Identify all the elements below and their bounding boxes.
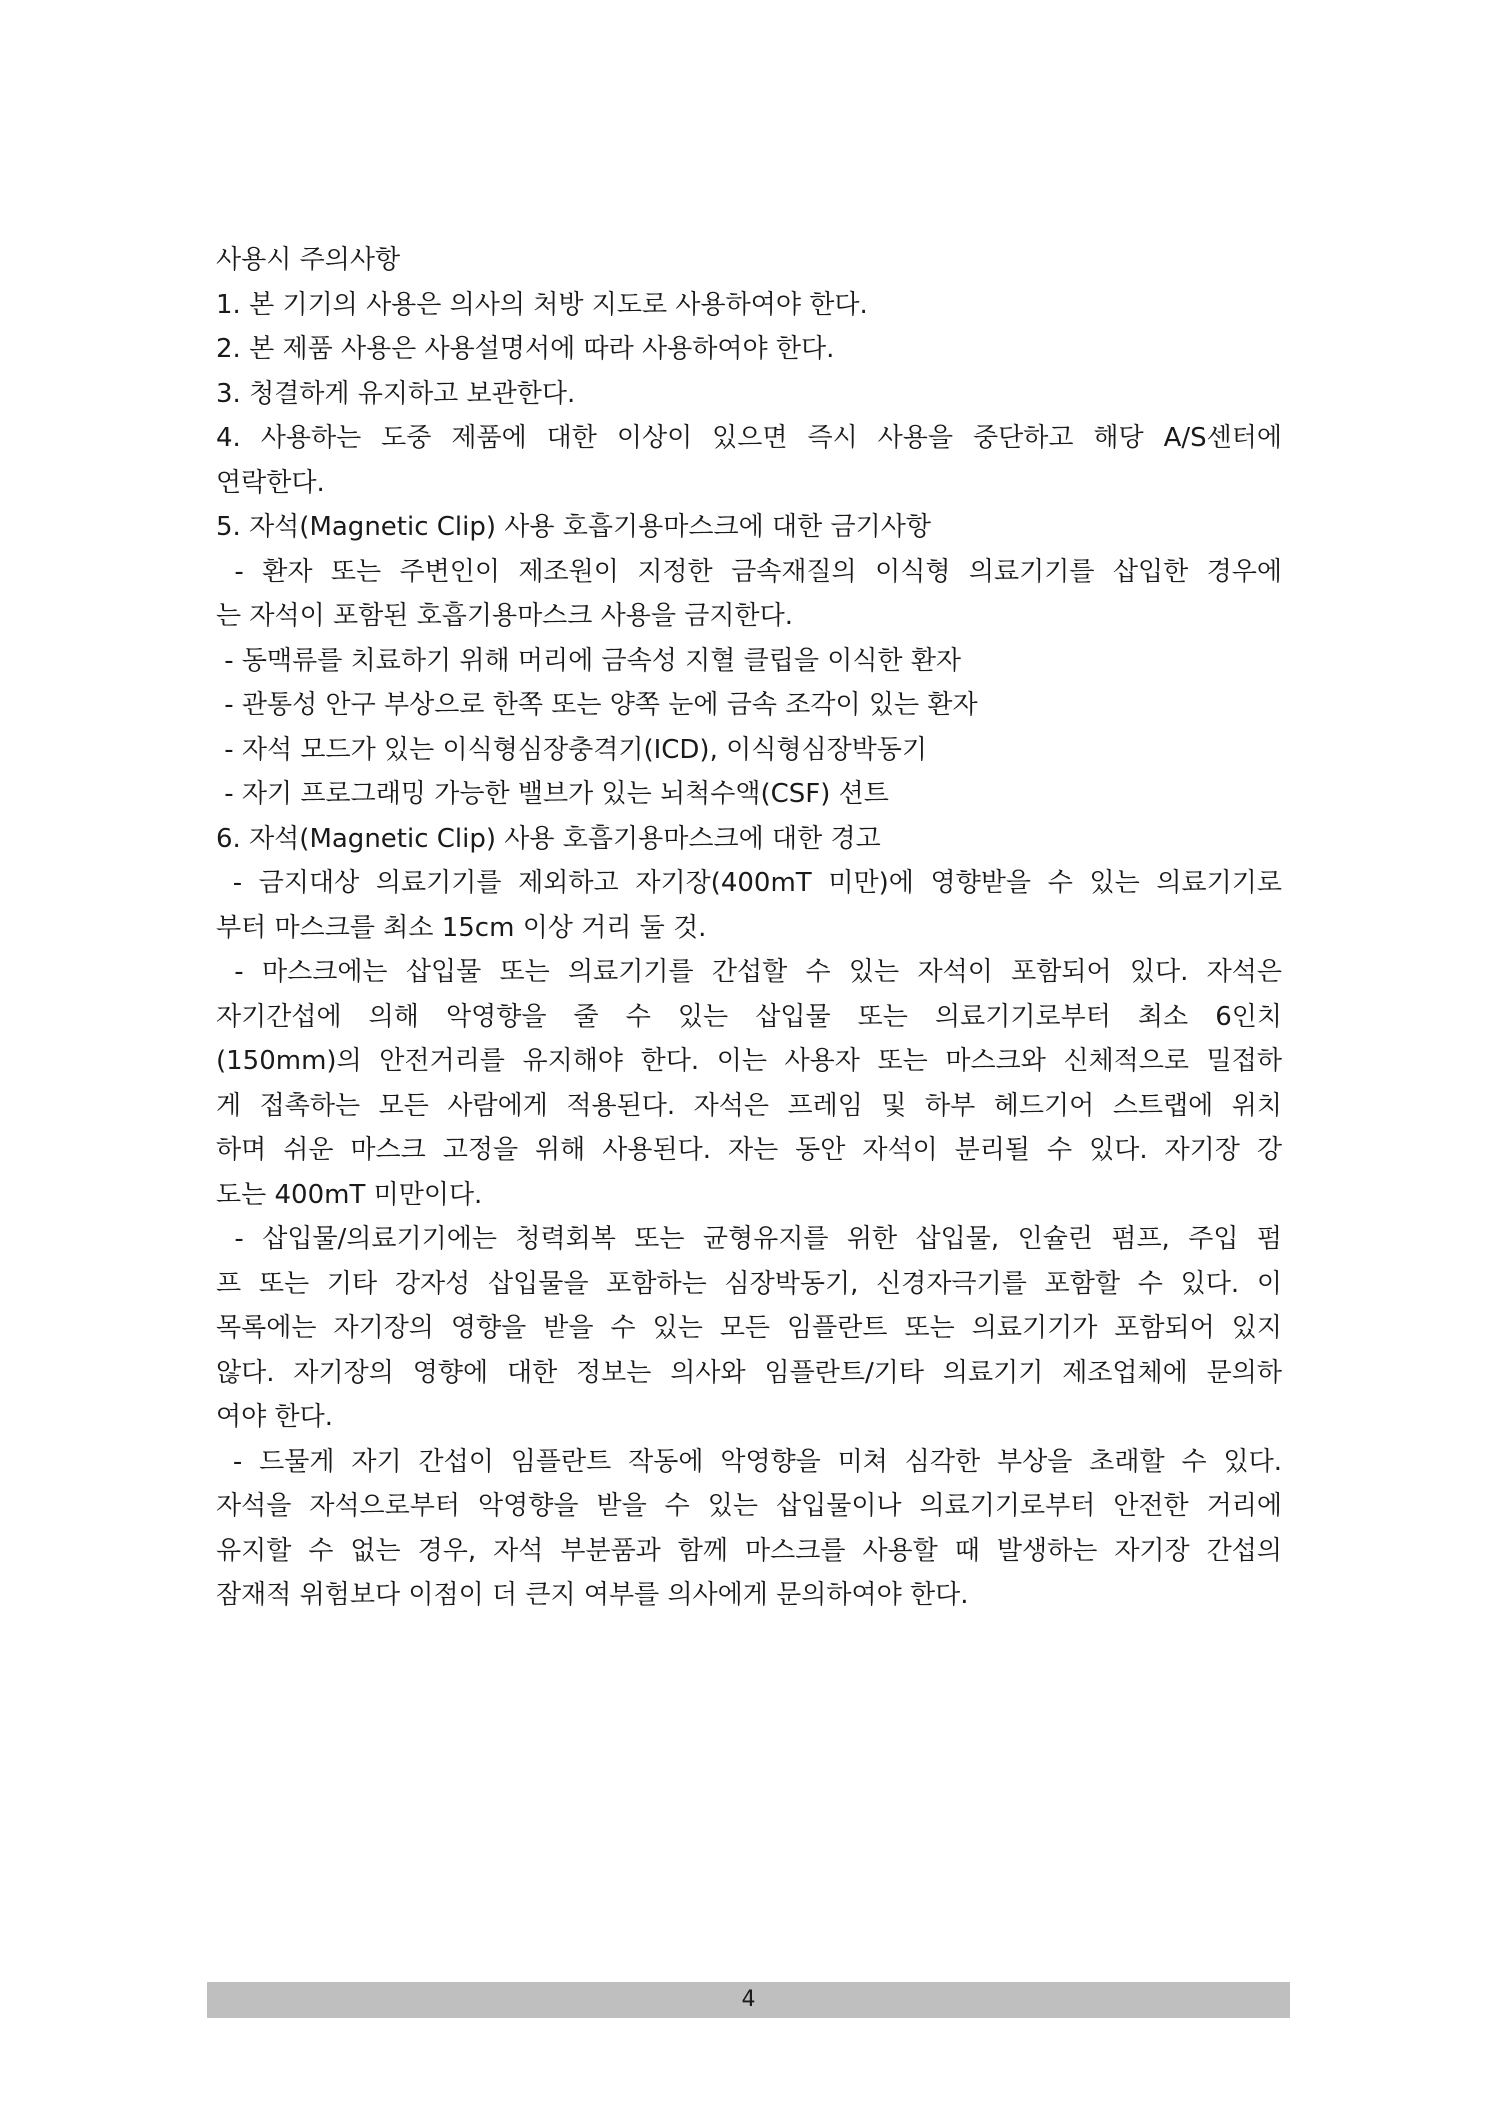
text-line: 자석을 자석으로부터 악영향을 받을 수 있는 삽입물이나 의료기기로부터 안전한 거리에 xyxy=(216,1491,1282,1521)
text-line: 유지할 수 없는 경우, 자석 부분품과 함께 마스크를 사용할 때 발생하는 자기장 간섭의 xyxy=(216,1535,1282,1566)
text-line: 연락한다. xyxy=(216,467,325,498)
text-line: - 환자 또는 주변인이 제조원이 지정한 금속재질의 이식형 의료기기를 삽입한 경우에 xyxy=(216,556,1282,587)
text-line: 프 또는 기타 강자성 삽입물을 포함하는 심장박동기, 신경자극기를 포함할 수 있다. 이 xyxy=(216,1268,1282,1299)
text-line: 6. 자석(Magnetic Clip) 사용 호흡기용마스크에 대한 경고 xyxy=(216,823,881,854)
text-line: 도는 400mT 미만이다. xyxy=(216,1179,483,1210)
document-body xyxy=(216,238,1282,1618)
text-line: 3. 청결하게 유지하고 보관한다. xyxy=(216,378,576,409)
text-line: 1. 본 기기의 사용은 의사의 처방 지도로 사용하여야 한다. xyxy=(216,289,868,320)
text-line: 게 접촉하는 모든 사람에게 적용된다. 자석은 프레임 및 하부 헤드기어 스트랩에 위치 xyxy=(216,1090,1282,1121)
text-line: 4. 사용하는 도중 제품에 대한 이상이 있으면 즉시 사용을 중단하고 해당 A/S센터에 xyxy=(216,423,1282,453)
text-line: 하며 쉬운 마스크 고정을 위해 사용된다. 자는 동안 자석이 분리될 수 있다. 자기장 강 xyxy=(216,1135,1282,1165)
text-line: 목록에는 자기장의 영향을 받을 수 있는 모든 임플란트 또는 의료기기가 포함되어 있지 xyxy=(216,1313,1282,1343)
text-line: 여야 한다. xyxy=(216,1402,333,1432)
text-line: 부터 마스크를 최소 15cm 이상 거리 둘 것. xyxy=(216,912,707,943)
text-line: - 드물게 자기 간섭이 임플란트 작동에 악영향을 미쳐 심각한 부상을 초래할 수 있다. xyxy=(216,1446,1282,1477)
text-line: - 삽입물/의료기기에는 청력회복 또는 균형유지를 위한 삽입물, 인슐린 펌프, 주입 펌 xyxy=(216,1224,1282,1254)
text-line: 2. 본 제품 사용은 사용설명서에 따라 사용하여야 한다. xyxy=(216,334,835,364)
page-footer xyxy=(207,1982,1290,2018)
text-line: (150mm)의 안전거리를 유지해야 한다. 이는 사용자 또는 마스크와 신체적으로 밀접하 xyxy=(216,1046,1282,1076)
section-title: 사용시 주의사항 xyxy=(216,245,401,275)
text-line: - 동맥류를 치료하기 위해 머리에 금속성 지혈 클립을 이식한 환자 xyxy=(216,645,962,676)
text-line: 자기간섭에 의해 악영향을 줄 수 있는 삽입물 또는 의료기기로부터 최소 6인치 xyxy=(216,1001,1282,1032)
text-line: 잠재적 위험보다 이점이 더 큰지 여부를 의사에게 문의하여야 한다. xyxy=(216,1580,969,1610)
page-number: 4 xyxy=(741,1987,756,2012)
text-line: - 마스크에는 삽입물 또는 의료기기를 간섭할 수 있는 자석이 포함되어 있다. 자석은 xyxy=(216,957,1282,987)
text-line: 않다. 자기장의 영향에 대한 정보는 의사와 임플란트/기타 의료기기 제조업체에 문의하 xyxy=(216,1357,1282,1388)
text-line: - 자석 모드가 있는 이식형심장충격기(ICD), 이식형심장박동기 xyxy=(216,734,928,765)
text-line: - 관통성 안구 부상으로 한쪽 또는 양쪽 눈에 금속 조각이 있는 환자 xyxy=(216,690,978,720)
text-line: - 자기 프로그래밍 가능한 밸브가 있는 뇌척수액(CSF) 션트 xyxy=(216,779,889,809)
text-line: 는 자석이 포함된 호흡기용마스크 사용을 금지한다. xyxy=(216,601,794,631)
text-line: - 금지대상 의료기기를 제외하고 자기장(400mT 미만)에 영향받을 수 있는 의료기기로 xyxy=(216,868,1282,898)
text-line: 5. 자석(Magnetic Clip) 사용 호흡기용마스크에 대한 금기사항 xyxy=(216,512,931,542)
